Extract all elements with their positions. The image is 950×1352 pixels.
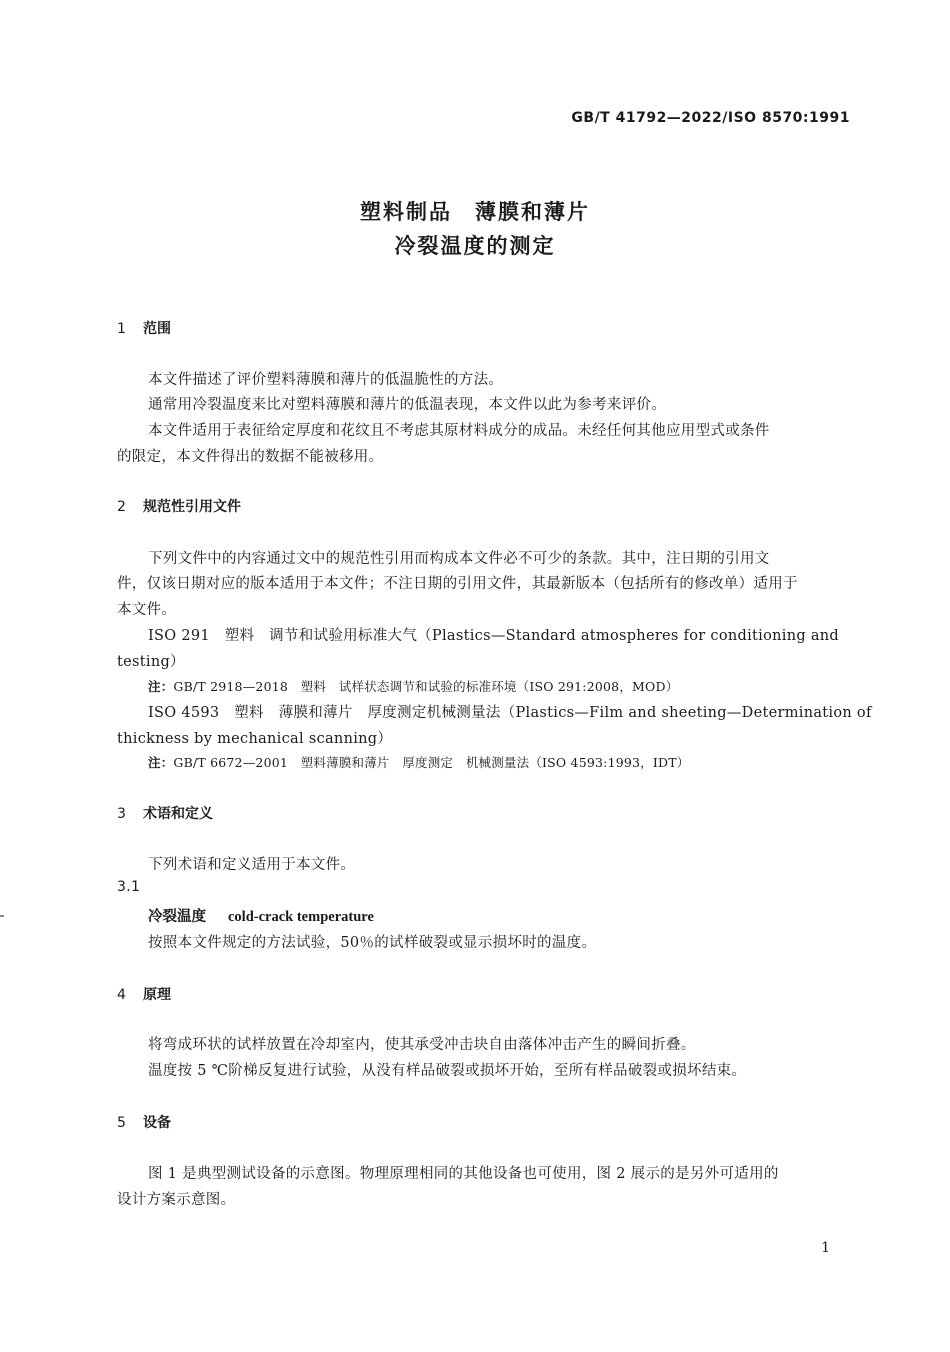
standard-id: GB/T 41792—2022/ISO 8570:1991: [571, 110, 850, 126]
paragraph: 将弯成环状的试样放置在冷却室内，使其承受冲击块自由落体冲击产生的瞬间折叠。: [148, 1037, 696, 1053]
reference-continuation: testing）: [117, 654, 185, 670]
section-number: 5: [117, 1115, 126, 1131]
section-number: 3: [117, 806, 126, 822]
paragraph: 下列术语和定义适用于本文件。: [148, 857, 356, 873]
section-number: 1: [117, 321, 126, 337]
note: [148, 677, 678, 695]
section-title: 范围: [143, 321, 171, 337]
term-english: cold-crack temperature: [228, 909, 374, 925]
reference-iso-291: ISO 291 塑料 调节和试验用标准大气（Plastics—Standard atmospheres for conditioning and: [148, 628, 839, 644]
document-title-line2: 冷裂温度的测定: [394, 234, 556, 258]
section-4-heading: [117, 984, 171, 1004]
term-entry: [148, 905, 374, 926]
paragraph: 温度按 5 ℃阶梯反复进行试验，从没有样品破裂或损坏开始，至所有样品破裂或损坏结束。: [148, 1063, 747, 1079]
section-2-heading: [117, 496, 241, 516]
page-number: 1: [821, 1240, 830, 1256]
note-label: 注：: [148, 755, 174, 770]
section-3-heading: [117, 803, 213, 823]
note-text: GB/T 6672—2001 塑料薄膜和薄片 厚度测定 机械测量法（ISO 4593:1993，IDT）: [173, 755, 690, 770]
section-number: 2: [117, 499, 126, 515]
section-title: 术语和定义: [143, 806, 213, 822]
paragraph: 本文件描述了评价塑料薄膜和薄片的低温脆性的方法。: [148, 372, 504, 388]
subclause-number: 3.1: [117, 879, 141, 895]
note-text: GB/T 2918—2018 塑料 试样状态调节和试验的标准环境（ISO 291:2008，MOD）: [173, 679, 679, 694]
paragraph-continuation: 的限定，本文件得出的数据不能被移用。: [117, 449, 384, 465]
reference-continuation: thickness by mechanical scanning）: [117, 731, 393, 747]
paragraph: 图 1 是典型测试设备的示意图。物理原理相同的其他设备也可使用，图 2 展示的是另外可适用的: [148, 1166, 779, 1182]
document-title-line1: 塑料制品 薄膜和薄片: [360, 200, 590, 224]
scan-edge-mark: [0, 915, 4, 917]
section-title: 设备: [143, 1115, 171, 1131]
paragraph-continuation: 件，仅该日期对应的版本适用于本文件；不注日期的引用文件，其最新版本（包括所有的修改单）适用于: [117, 576, 798, 592]
section-title: 规范性引用文件: [143, 499, 241, 515]
reference-iso-4593: ISO 4593 塑料 薄膜和薄片 厚度测定机械测量法（Plastics—Film and sheeting—Determination of: [148, 705, 872, 721]
paragraph-continuation: 本文件。: [117, 602, 177, 618]
paragraph: 通常用冷裂温度来比对塑料薄膜和薄片的低温表现，本文件以此为参考来评价。: [148, 397, 666, 413]
section-1-heading: [117, 318, 171, 338]
note: [148, 753, 689, 771]
section-5-heading: [117, 1112, 171, 1132]
term-definition: 按照本文件规定的方法试验，50％的试样破裂或显示损坏时的温度。: [148, 935, 597, 951]
paragraph: 下列文件中的内容通过文中的规范性引用而构成本文件必不可少的条款。其中，注日期的引用文: [148, 551, 770, 567]
paragraph: 本文件适用于表征给定厚度和花纹且不考虑其原材料成分的成品。未经任何其他应用型式或条件: [148, 423, 770, 439]
note-label: 注：: [148, 679, 174, 694]
section-number: 4: [117, 987, 126, 1003]
section-title: 原理: [143, 987, 171, 1003]
paragraph-continuation: 设计方案示意图。: [117, 1192, 236, 1208]
term-chinese: 冷裂温度: [148, 908, 206, 925]
